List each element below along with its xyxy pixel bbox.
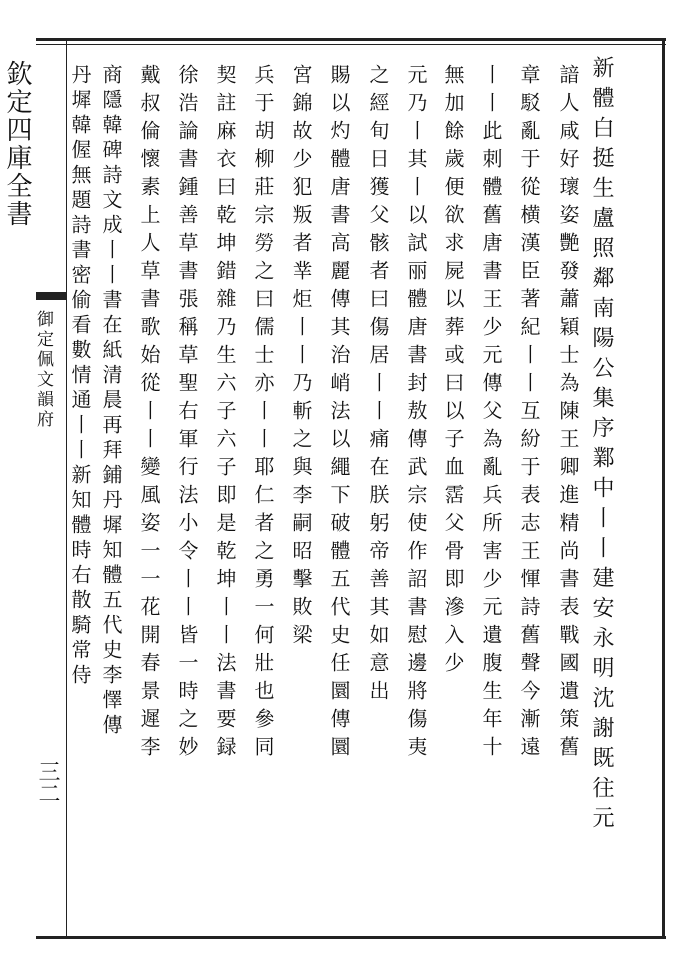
top-border <box>36 38 666 41</box>
side-book-title: 欽定四庫全書 <box>2 60 32 228</box>
text-column-5: 無加餘歲便欲求屍以葬或曰以子血霑父骨即滲入少 <box>441 64 465 680</box>
text-column-6: 元乃丨其丨以試丽體唐書封敖傳武宗使作詔書慰邊將傷夷 <box>404 64 428 764</box>
text-column-10: 兵于胡柳莊宗勞之曰儒士亦丨丨耶仁者之勇一何壯也參同 <box>251 64 275 764</box>
page-number: 三二 <box>35 760 60 804</box>
text-column-1: 新體白挺生盧照鄰南陽公集序鄴中丨丨建安永明沈謝既往元 <box>589 56 614 836</box>
right-border <box>662 38 665 939</box>
margin-rule <box>66 38 67 939</box>
text-column-12: 徐浩論書鍾善草書張稱草聖右軍行法小令丨丨皆一時之妙 <box>175 64 199 764</box>
text-column-4: 丨丨此刺體舊唐書王少元傳父為亂兵所害少元遺腹生年十 <box>479 64 503 764</box>
text-column-11: 契註麻衣曰乾坤錯雜乃生六子六子即是乾坤丨丨法書要録 <box>213 64 237 764</box>
fishtail-mark <box>36 292 66 300</box>
text-column-3: 章駁亂于從横漢臣著紀丨丨互紛于表志王惲詩舊聲今漸遠 <box>517 64 541 764</box>
side-work-title: 御定佩文韻府 <box>33 310 53 430</box>
text-column-14: 商隱韓碑詩文成丨丨書在紙清晨再拜鋪丹墀知體五代史李懌傳 <box>99 64 123 739</box>
text-column-7: 之經旬日獲父骸者曰傷居丨丨痛在朕躬帝善其如意出 <box>366 64 390 708</box>
text-column-9: 宮錦故少犯叛者丵炬丨丨乃斬之與李嗣昭擊敗梁 <box>289 64 313 652</box>
text-column-13: 戴叔倫懷素上人草書歌始從丨丨變風姿一一花開春景遲李 <box>137 64 161 764</box>
text-column-15: 丹墀韓偓無題詩書密偷看數情通丨丨新知體時右散騎常侍 <box>68 64 92 689</box>
text-column-8: 賜以灼體唐書高麗傳其治峭法以繩下破體五代史任圜傳圜 <box>327 64 351 764</box>
text-column-2: 諳人咸好瓌姿艷發蕭穎士為陳王卿進精尚書表戰國遺策舊 <box>556 64 580 764</box>
bottom-border <box>36 936 666 939</box>
top-inner-border <box>36 44 666 45</box>
